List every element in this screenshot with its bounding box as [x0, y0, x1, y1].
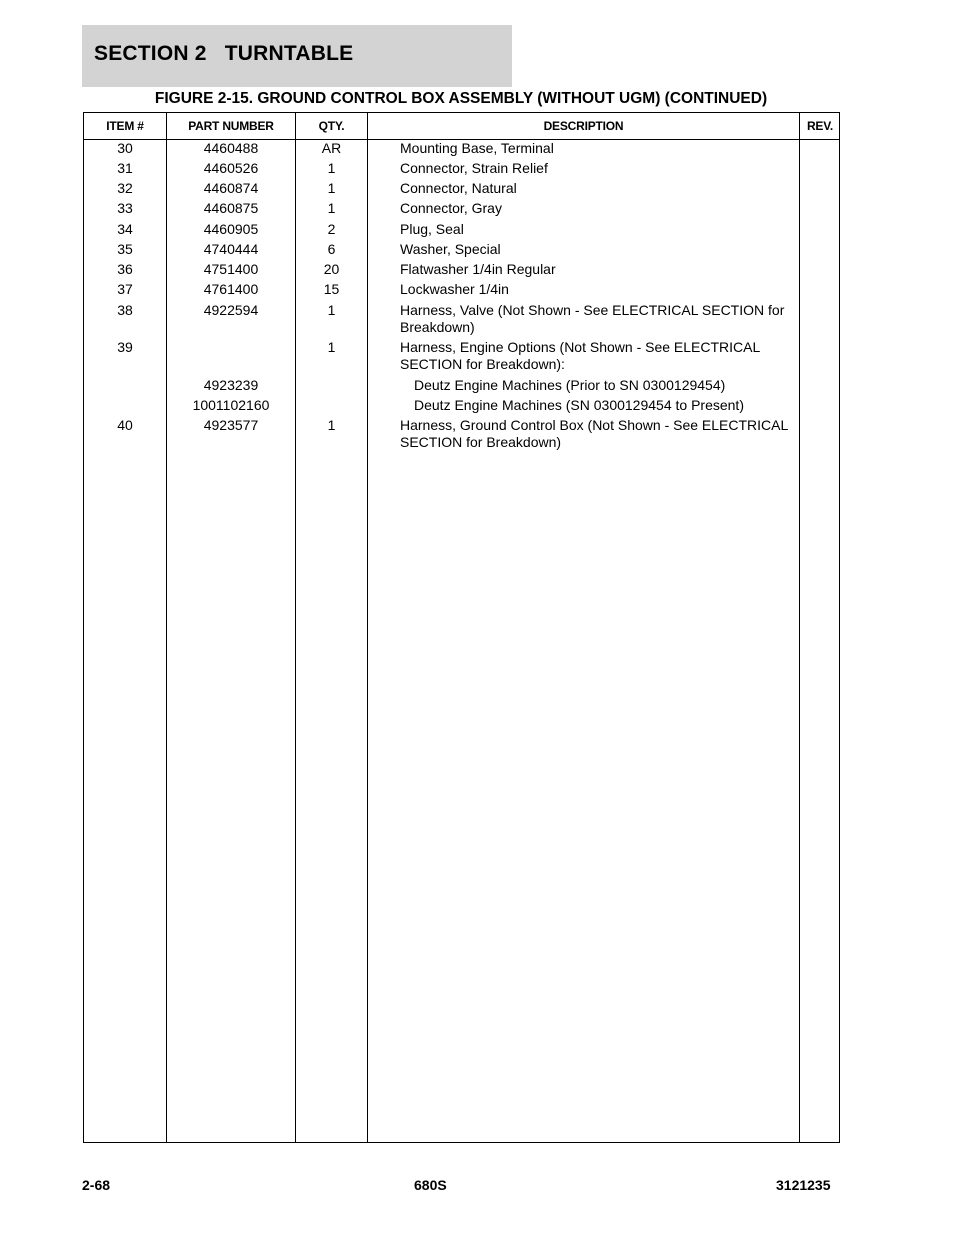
row-30-item: 30 — [117, 140, 133, 156]
row-35-qty: 6 — [327, 241, 336, 257]
row-34-desc: Plug, Seal — [400, 221, 464, 237]
row-33-desc: Connector, Gray — [400, 200, 502, 216]
row-39a-desc: Deutz Engine Machines (Prior to SN 0300129454) — [414, 377, 726, 393]
row-38-qty: 1 — [327, 302, 336, 318]
row-38-item: 38 — [117, 302, 133, 318]
row-36-desc: Flatwasher 1/4in Regular — [400, 261, 556, 277]
row-39b-part: 1001102160 — [192, 397, 270, 413]
parts-table — [83, 112, 840, 1143]
row-35-desc: Washer, Special — [400, 241, 501, 257]
header-qty: QTY. — [318, 119, 345, 133]
row-36-part: 4751400 — [203, 261, 259, 277]
row-34-part: 4460905 — [203, 221, 259, 237]
header-rev: REV. — [806, 119, 834, 133]
row-40-part: 4923577 — [203, 417, 259, 433]
row-33-item: 33 — [117, 200, 133, 216]
row-36-qty: 20 — [323, 261, 340, 277]
header-part-number: PART NUMBER — [188, 119, 274, 133]
row-31-desc: Connector, Strain Relief — [400, 160, 548, 176]
row-39-desc: Harness, Engine Options (Not Shown - See ELECTRICAL SECTION for Breakdown): — [400, 339, 760, 372]
row-38-part: 4922594 — [203, 302, 259, 318]
row-31-qty: 1 — [327, 160, 336, 176]
row-34-item: 34 — [117, 221, 133, 237]
row-33-part: 4460875 — [203, 200, 259, 216]
header-description: DESCRIPTION — [543, 119, 624, 133]
row-37-desc: Lockwasher 1/4in — [400, 281, 509, 297]
row-32-item: 32 — [117, 180, 133, 196]
row-39-item: 39 — [117, 339, 133, 355]
row-31-item: 31 — [117, 160, 133, 176]
row-34-qty: 2 — [327, 221, 336, 237]
footer-model: 680S — [414, 1177, 447, 1193]
row-40-desc: Harness, Ground Control Box (Not Shown - See ELECTRICAL SECTION for Breakdown) — [400, 417, 788, 450]
section-header-band — [82, 25, 512, 87]
row-37-qty: 15 — [323, 281, 340, 297]
row-35-part: 4740444 — [203, 241, 259, 257]
row-40-item: 40 — [117, 417, 133, 433]
row-32-part: 4460874 — [203, 180, 259, 196]
row-32-desc: Connector, Natural — [400, 180, 517, 196]
row-39-qty: 1 — [327, 339, 336, 355]
row-30-part: 4460488 — [203, 140, 259, 156]
footer-doc-number: 3121235 — [776, 1177, 831, 1193]
row-40-qty: 1 — [327, 417, 336, 433]
row-33-qty: 1 — [327, 200, 336, 216]
row-39b-desc: Deutz Engine Machines (SN 0300129454 to Present) — [414, 397, 744, 413]
section-title: SECTION 2 TURNTABLE — [94, 42, 354, 65]
row-30-qty: AR — [321, 140, 342, 156]
row-38-desc: Harness, Valve (Not Shown - See ELECTRICAL SECTION for Breakdown) — [400, 302, 785, 335]
row-35-item: 35 — [117, 241, 133, 257]
column-divider — [367, 113, 368, 1142]
row-32-qty: 1 — [327, 180, 336, 196]
row-31-part: 4460526 — [203, 160, 259, 176]
row-36-item: 36 — [117, 261, 133, 277]
row-39a-part: 4923239 — [203, 377, 259, 393]
row-37-part: 4761400 — [203, 281, 259, 297]
header-item: ITEM # — [106, 119, 144, 133]
row-37-item: 37 — [117, 281, 133, 297]
footer-page-number: 2-68 — [82, 1177, 111, 1193]
row-30-desc: Mounting Base, Terminal — [400, 140, 554, 156]
figure-title: FIGURE 2-15. GROUND CONTROL BOX ASSEMBLY (WITHOUT UGM) (CONTINUED) — [154, 90, 768, 107]
